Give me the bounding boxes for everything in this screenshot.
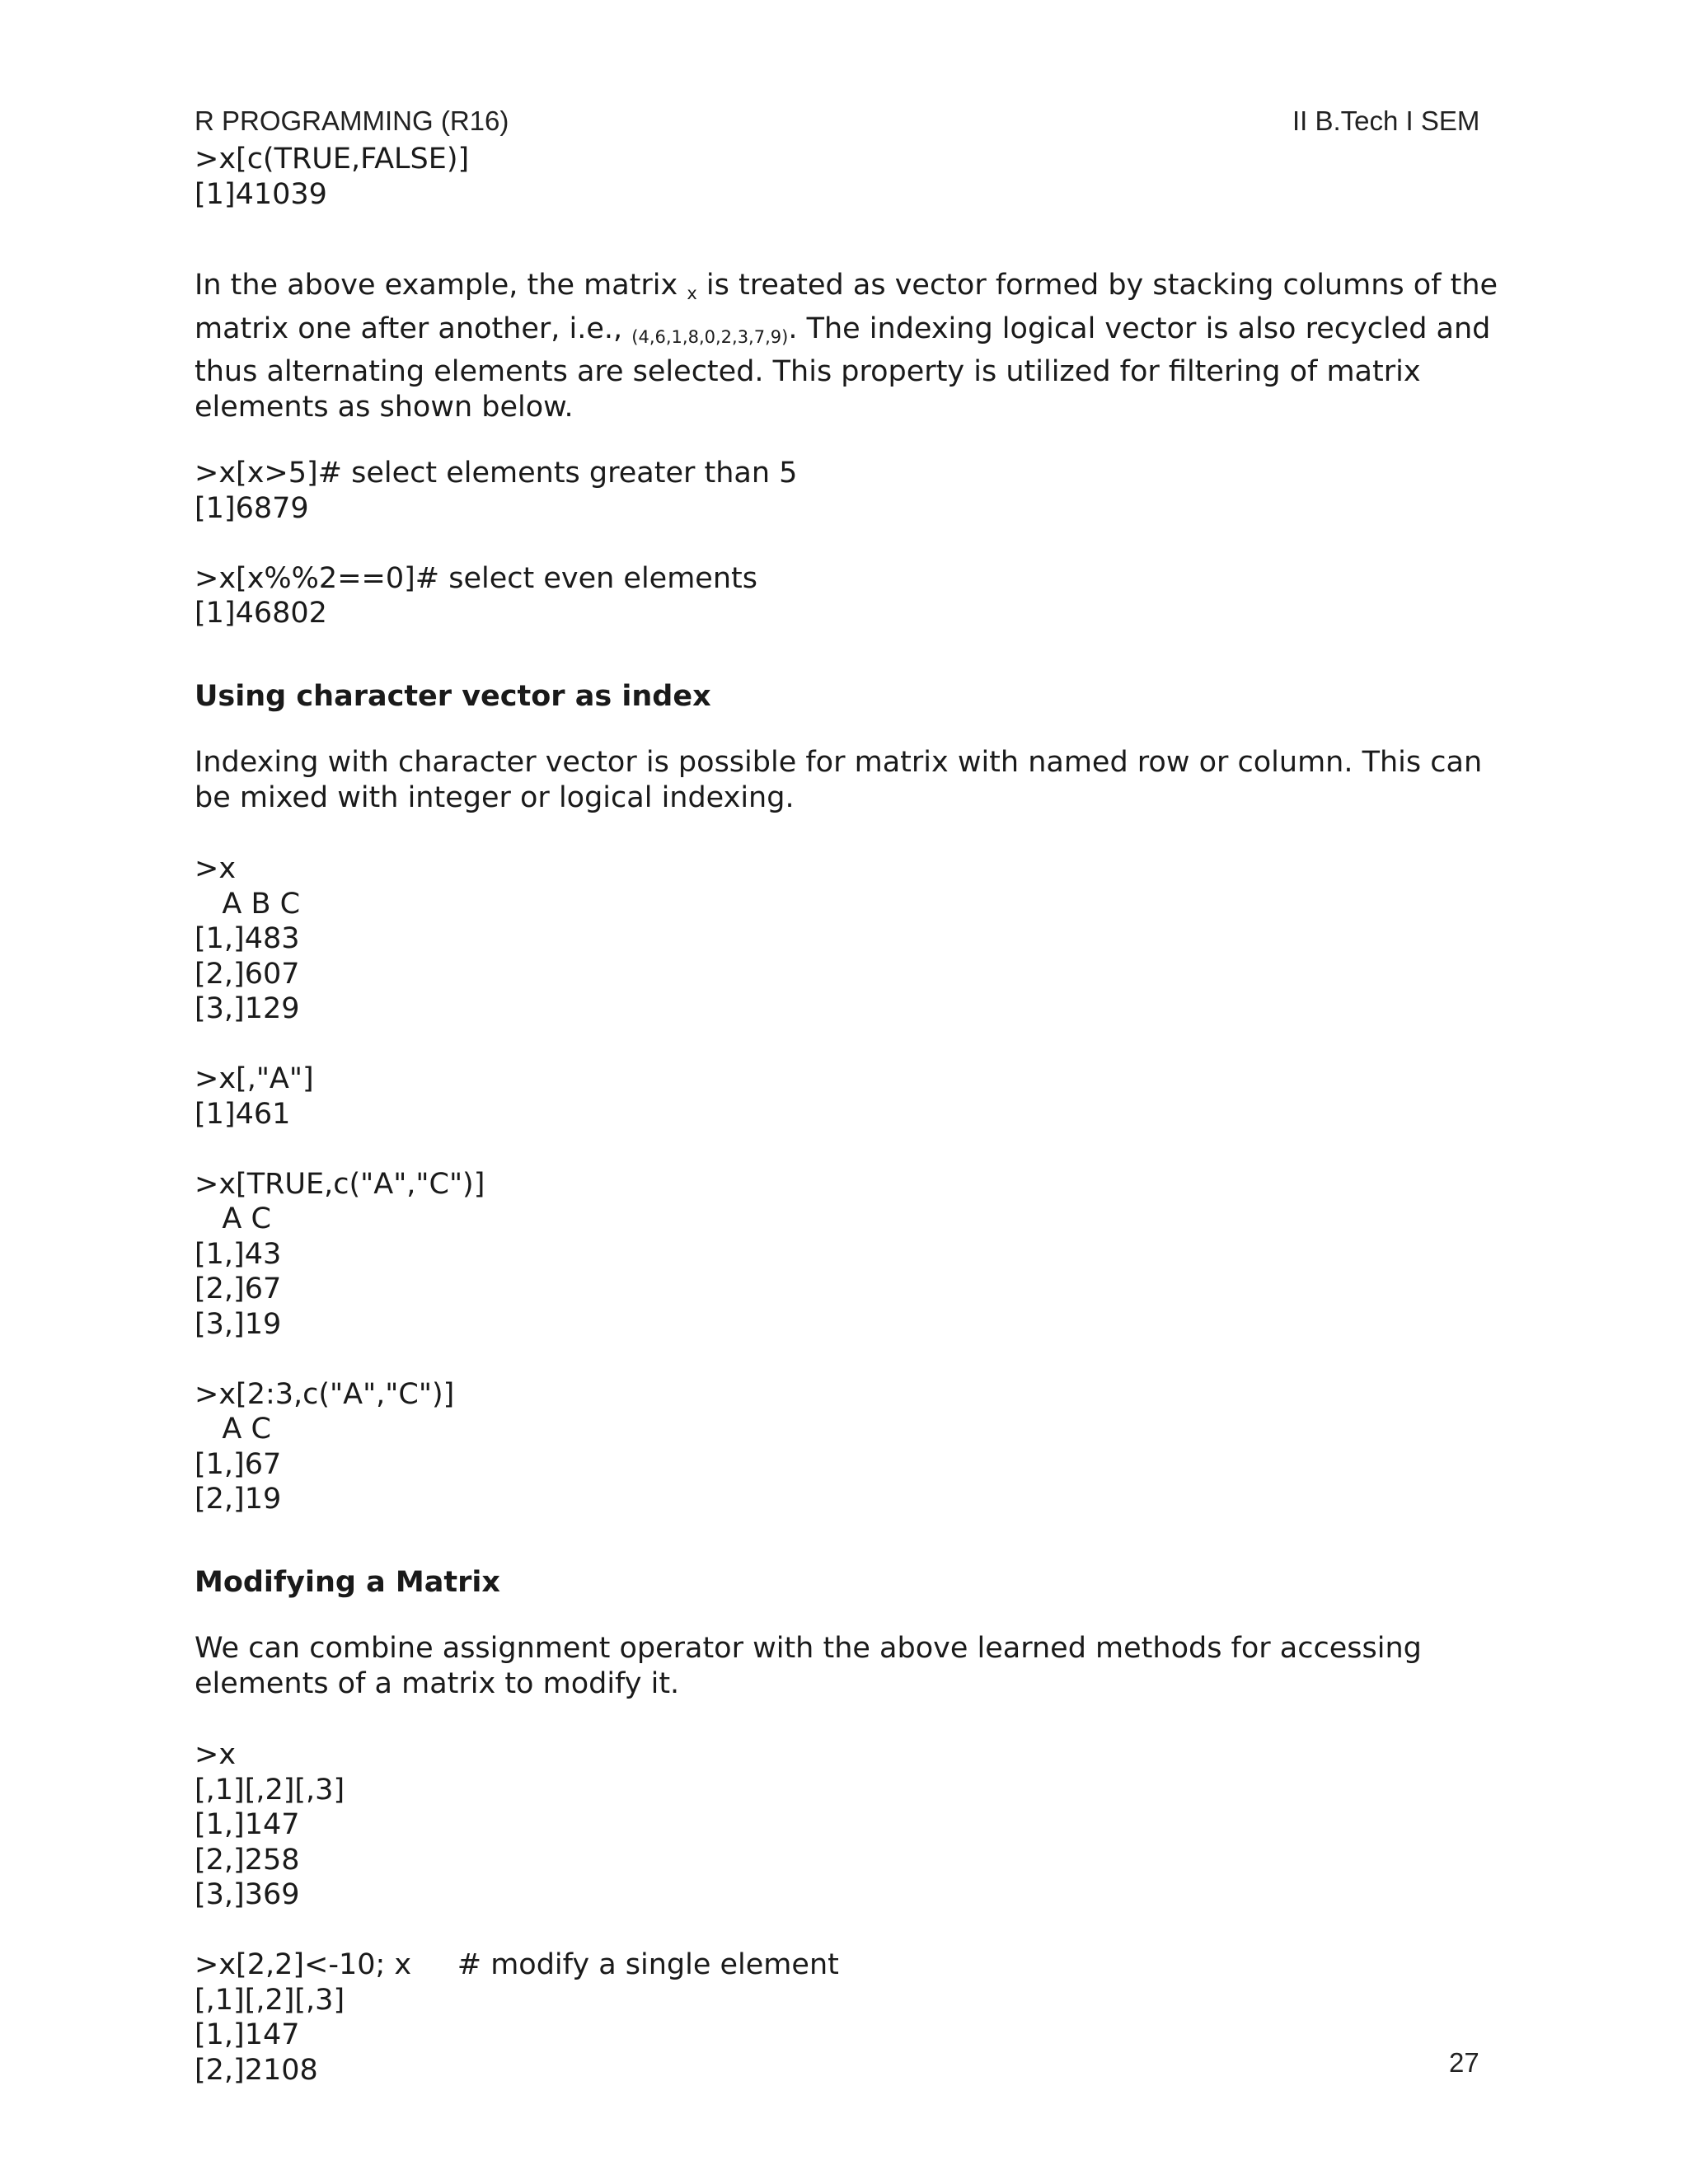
code-output: [2,]2108 [195,2053,318,2087]
section-heading-modifying-matrix: Modifying a Matrix [195,1565,500,1599]
code-line: >x[x%%2==0]# select even elements [195,561,757,595]
code-output: [1]46802 [195,597,327,630]
code-output: [1]41039 [195,177,327,211]
code-line: >x[2,2]<-10; x # modify a single element [195,1948,839,1981]
code-output: [3,]19 [195,1307,282,1341]
code-output: [3,]129 [195,992,300,1025]
code-output: [2,]19 [195,1483,282,1516]
subscript-vector: (4,6,1,8,0,2,3,7,9) [631,326,789,347]
code-block-greater-than [195,456,1505,526]
paragraph-matrix-as-vector: In the above example, the matrix $_x$ is treated as vector formed by stacking columns of the matrix one after another, i.e., $_{(4,6,1,8,0,2,3,7,9)}$. The indexing logical vector is also recycled and thus alternating elements are selected. This property is utilized for filtering of matrix elements as shown below. [195,269,1498,424]
code-line: >x[2:3,c("A","C")] [195,1377,455,1411]
code-block-matrix-x [195,1737,1505,1913]
code-output: [3,]369 [195,1878,300,1911]
code-output: [2,]67 [195,1272,282,1305]
code-output: [1,]67 [195,1447,282,1481]
page-number: 27 [1449,2047,1479,2078]
subscript-x: x [687,284,697,303]
code-output: A C [195,1202,271,1235]
code-output: [,1][,2][,3] [195,1983,345,2017]
code-line: >x [195,852,237,885]
code-output: A B C [195,887,301,921]
code-output: [1,]43 [195,1237,282,1271]
code-block-named-matrix [195,851,1505,1027]
code-line: >x[c(TRUE,FALSE)] [195,143,470,176]
header-semester: II B.Tech I SEM [1292,105,1480,136]
code-line: >x[TRUE,c("A","C")] [195,1167,485,1201]
paragraph-modify-matrix: We can combine assignment operator with the above learned methods for accessing elements of a matrix to modify it. [195,1632,1422,1700]
code-output: [2,]258 [195,1843,300,1877]
code-block-logical-index [195,142,1505,212]
code-output: [1,]483 [195,922,300,955]
code-output: [1,]147 [195,2018,300,2051]
code-output: [1]461 [195,1097,291,1131]
code-block-column-a [195,1062,1505,1132]
section-heading-character-vector: Using character vector as index [195,679,711,713]
code-block-rows-2-3-ac [195,1377,1505,1517]
code-line: >x[,"A"] [195,1062,314,1095]
code-block-even-elements [195,561,1505,631]
code-output: [2,]607 [195,957,300,991]
code-line: >x [195,1738,237,1771]
paragraph-character-indexing: Indexing with character vector is possible for matrix with named row or column. This can be mixed with integer or logical indexing. [195,746,1483,814]
code-output: [1]6879 [195,491,309,525]
header-title: R PROGRAMMING (R16) [195,105,509,136]
code-line: >x[x>5]# select elements greater than 5 [195,457,798,490]
code-output: [1,]147 [195,1808,300,1841]
code-block-true-ac [195,1167,1505,1343]
code-output: A C [195,1413,271,1446]
code-output: [,1][,2][,3] [195,1773,345,1807]
page-content [195,142,1505,2088]
code-block-modify-element [195,1947,1505,2088]
